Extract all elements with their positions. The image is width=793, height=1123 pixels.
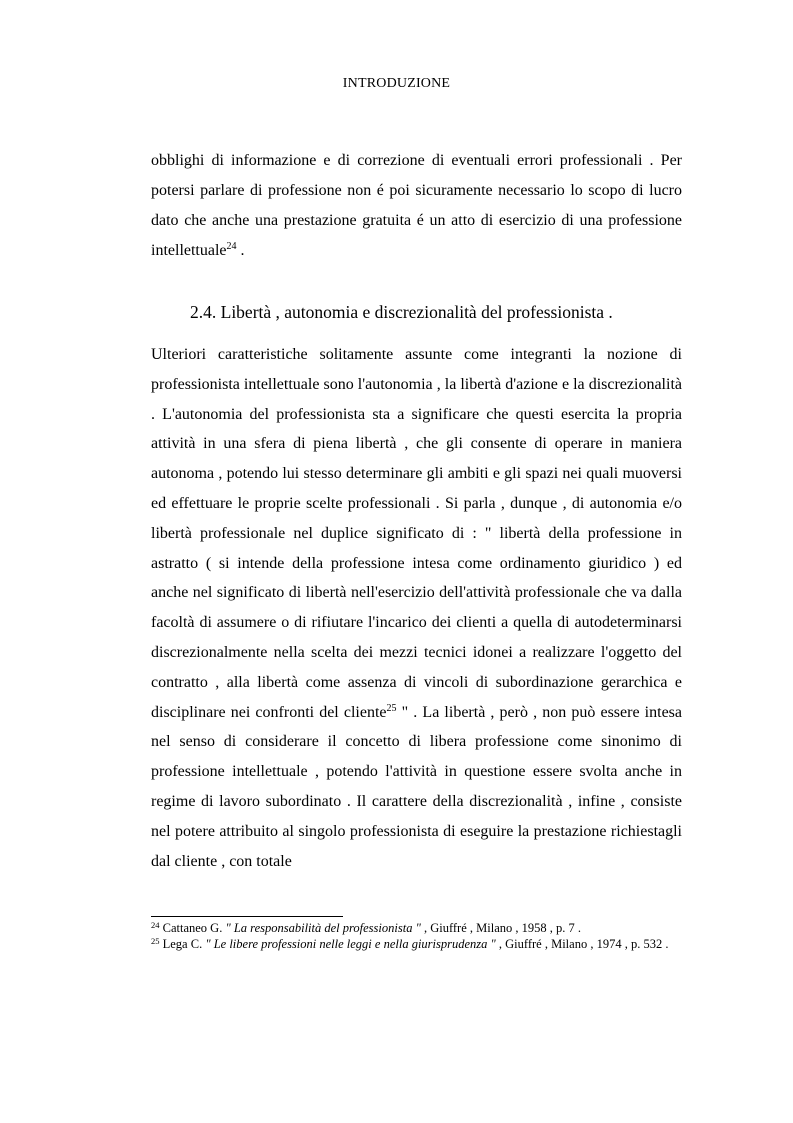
footnote-title: " La responsabilità del professionista " xyxy=(225,921,421,935)
footnotes xyxy=(151,920,682,952)
paragraph-end: . xyxy=(236,242,245,259)
section-heading: 2.4. Libertà , autonomia e discrezionalità del professionista . xyxy=(190,302,613,322)
footnote-number: 24 xyxy=(151,920,160,930)
paragraph-main xyxy=(151,340,682,876)
footnote-publication: , Giuffré , Milano , 1958 , p. 7 . xyxy=(420,921,581,935)
footnote-author: Cattaneo G. xyxy=(159,921,226,935)
footnote-number: 25 xyxy=(151,936,160,946)
footnote-25 xyxy=(151,936,682,952)
footnote-author: Lega C. xyxy=(159,937,206,951)
footnote-ref-24[interactable]: 24 xyxy=(226,241,237,252)
paragraph-text: Ulteriori caratteristiche solitamente assunte come integranti la nozione di professionista intellettuale sono l'autonomia , la libertà d'azione e la discrezionalità . L'autonomia del professionista sta a significare che questi esercita la propria attività in una sfera di piena libertà , che gli consente di operare in maniera autonoma , potendo lui stesso determinare gli ambiti e gli spazi nei quali muoversi ed effettuare le proprie scelte professionali . Si parla , dunque , di autonomia e/o libertà professionale nel duplice significato di : " libertà della professione in astratto ( si intende della professione intesa come ordinamento giuridico ) ed anche nel significato di libertà nell'esercizio dell'attività professionale che va dalla facoltà di assumere o di rifiutare l'incarico dei clienti a quella di autodeterminarsi discrezionalmente nella scelta dei mezzi tecnici idonei a realizzare l'oggetto del contratto , alla libertà come assenza di vincoli di subordinazione gerarchica e disciplinare nei confronti del cliente xyxy=(151,346,682,721)
footnote-24 xyxy=(151,920,682,936)
footnote-ref-25[interactable]: 25 xyxy=(386,702,397,714)
running-head: INTRODUZIONE xyxy=(342,76,451,91)
footnote-title: " Le libere professioni nelle leggi e nella giurisprudenza " xyxy=(205,937,496,951)
paragraph-continuation-text: " . La libertà , però , non può essere intesa nel senso di considerare il concetto di libera professione come sinonimo di professione intellettuale , potendo l'attività in questione essere svolta anche in regime di lavoro subordinato . Il carattere della discrezionalità , infine , consiste nel potere attribuito al singolo professionista di eseguire la prestazione richiestagli dal cliente , con totale xyxy=(151,703,683,870)
paragraph-text: obblighi di informazione e di correzione di eventuali errori professionali . Per potersi parlare di professione non é poi sicuramente necessario lo scopo di lucro dato che anche una prestazione gratuita é un atto di esercizio di una professione intellettuale xyxy=(151,152,682,259)
footnote-publication: , Giuffré , Milano , 1974 , p. 532 . xyxy=(495,937,669,951)
paragraph-continuation xyxy=(151,146,682,266)
footnote-separator xyxy=(151,916,343,917)
